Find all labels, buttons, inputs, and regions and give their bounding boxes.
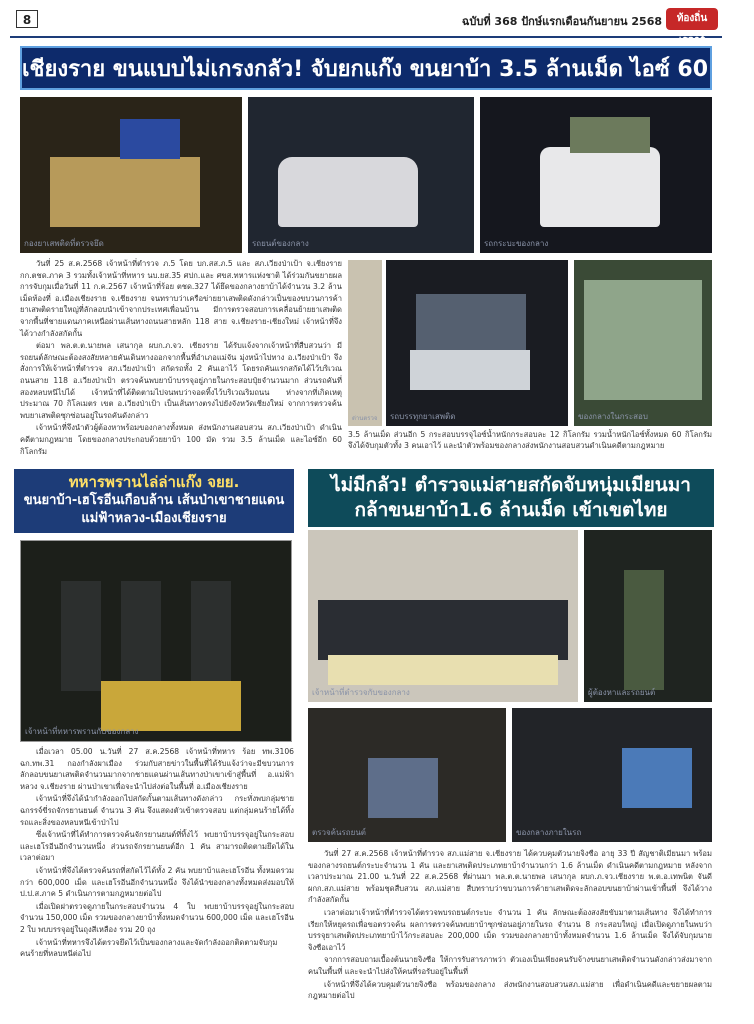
issue-label: ฉบับที่ 368 ปักษ์แรกเดือนกันยายน 2568: [461, 15, 662, 28]
story1-photo-5: รถบรรทุกยาเสพติด: [386, 260, 568, 426]
story2-photo: เจ้าหน้าที่ทหารพรานกับของกลาง: [20, 540, 292, 742]
story3-photo-2: ผู้ต้องหาและรถยนต์: [584, 530, 712, 702]
story1-photo-6: ของกลางในกระสอบ: [574, 260, 712, 426]
story3-headline: [308, 469, 714, 527]
story3-photo-4: ของกลางภายในรถ: [512, 708, 712, 842]
story2-headline-line3: แม่ฟ้าหลวง-เมืองเชียงราย: [81, 511, 227, 526]
story1-photo-4: ด่านตรวจ: [348, 260, 382, 426]
newspaper-logo: ท้องถิ่นเรดาร์: [666, 8, 718, 30]
story2-headline: [14, 469, 294, 533]
story3-headline-line2: กล้าขนยาบ้า1.6 ล้านเม็ด เข้าเขตไทย: [354, 499, 668, 521]
story2-headline-line1: ทหารพรานไล่ล่าแก๊ง จยย.: [68, 473, 240, 491]
story3-photo-3: ตรวจค้นรถยนต์: [308, 708, 506, 842]
page-number: 8: [16, 10, 38, 28]
story1-body: วันที่ 25 ส.ค.2568 เจ้าหน้าที่ตำรวจ ภ.5 โดย บก.สส.ภ.5 และ สภ.เวียงป่าเป้า จ.เชียงราย กก.ตชด.ภาค 3 รวมทั้งเจ้าหน้าที่ทหาร นบ.ยส.35 ศปก.และ ศขส.ทหารแห่งชาติ ได้ร่วมกันขยายผลการจับกุมเมื่อวันที่ 11 ก.ค.2567 เจ้าหน้าที่ร้อย ตชด.327 ได้ยึดของกลางยาบ้าได้จำนวน 3.2 ล้านเม็ดท้องที่ อ.เมืองเชียงราย จ.เชียงราย จนทราบว่าเครือข่ายยาเสพติดดังกล่าวเป็นของขบวนการค้ายาเสพติดรายใหญ่ที่ลักลอบนำเข้าจากประเทศเพื่อนบ้าน มีการตรวจสอบการเคลื่อนย้ายยาเสพติดจากพื้นที่ชายแดนภาคเหนือผ่านเส้นทางถนนสายหลัก 118 สาย จ.เชียงราย-เชียงใหม่ เจ้าหน้าที่จึงได้วางกำลังสกัดกั้น ต่อมา พล.ต.ต.นายพล เสนากุล ผบก.ภ.จว. เชียงราย ได้รับแจ้งจากเจ้าหน้าที่สืบสวนว่า มีรถยนต์ลักษณะต้องสงสัยหลายคันเดินทางออกจากพื้นที่อำเภอแม่จัน มุ่งหน้าไปทาง อ.เวียงป่าเป้า จึงสั่งการให้เจ้าหน้าที่ตำรวจ สภ.เวียงป่าเป้า สกัดรถทั้ง 2 คันเอาไว้ โดยรถคันแรกสกัดได้ไว้บริเวณถนนสาย 118 อ.เวียงป่าเป้า ตรวจค้นพบยาบ้าบรรจุอยู่ภายในกระสอบปุ๋ยจำนวนมาก ส่วนรถคันที่สองหลบหนีไปได้ เจ้าหน้าที่ได้ติดตามไปจนพบว่าจอดทิ้งไว้บริเวณริมถนน ห่างจากที่เกิดเหตุประมาณ 70 กิโลเมตร เขต อ.เวียงป่าเป้า เป็นเส้นทางตรงไปยังจังหวัดเชียงใหม่ จากการตรวจค้นพบยาเสพติดซุกซ่อนอยู่ในรถคันดังกล่าว เจ้าหน้าที่จึงนำตัวผู้ต้องหาพร้อมของกลางทั้งหมด ส่งพนักงานสอบสวน สภ.เวียงป่าเป้า ดำเนินคดีตามกฎหมาย โดยของกลางประกอบด้วยยาบ้า 100 มัด รวม 3.5 ล้านเม็ด และไอซ์อีก 60 กิโลกรัม: [20, 259, 342, 456]
story2-headline-line2: ขนยาบ้า-เฮโรอีนเกือบล้าน เส้นป่าเขาชายแดน: [23, 493, 285, 508]
story1-photo-1: กองยาเสพติดที่ตรวจยึด: [20, 97, 242, 253]
story1-photo-2: รถยนต์ของกลาง: [248, 97, 474, 253]
story1-headline: เชียงราย ขนแบบไม่เกรงกลัว! จับยกแก๊ง ขนยาบ้า 3.5 ล้านเม็ด ไอซ์ 60 กิโล: [20, 46, 712, 90]
story3-headline-line1: ไม่มีกลัว! ตำรวจแม่สายสกัดจับหนุ่มเมียนมา: [331, 474, 691, 496]
story2-body: เมื่อเวลา 05.00 น.วันที่ 27 ส.ค.2568 เจ้าหน้าที่ทหาร ร้อย ทพ.3106 ฉก.ทพ.31 กองกำลังผาเมือง ร่วมกับสายข่าวในพื้นที่ได้รับแจ้งว่าจะมีขบวนการลักลอบขนยาเสพติดจำนวนมากจากชายแดนผ่านเส้นทางป่าเขาเข้าสู่พื้นที่ อ.แม่ฟ้าหลวง จ.เชียงราย ผ่านป่าเขาเพื่อจะนำไปส่งต่อในพื้นที่ อ.เมืองเชียงราย เจ้าหน้าที่จึงได้นำกำลังออกไปสกัดกั้นตามเส้นทางดังกล่าว กระทั่งพบกลุ่มชายฉกรรจ์ขี่รถจักรยานยนต์ จำนวน 3 คัน จึงแสดงตัวเข้าตรวจสอบ แต่กลุ่มคนร้ายได้ทิ้งรถและสิ่งของหลบหนีเข้าป่าไป ซึ่งเจ้าหน้าที่ได้ทำการตรวจค้นจักรยานยนต์ที่ทิ้งไว้ พบยาบ้าบรรจุอยู่ในกระสอบ และเฮโรอีนอีกจำนวนหนึ่ง ส่วนรถจักรยานยนต์อีก 1 คัน สามารถติดตามยึดได้ในเวลาต่อมา เจ้าหน้าที่จึงได้ตรวจค้นรถที่สกัดไว้ได้ทั้ง 2 คัน พบยาบ้าและเฮโรอีน ทั้งหมดรวมกว่า 600,000 เม็ด และเฮโรอีนอีกจำนวนหนึ่ง จึงได้นำของกลางทั้งหมดส่งมอบให้ ป.ป.ส.ภาค 5 ดำเนินการตามกฎหมายต่อไป เมื่อเปิดฝาตรวจดูภายในกระสอบจำนวน 4 ใบ พบยาบ้าบรรจุอยู่ในกระสอบจำนวน 150,000 เม็ด รวมของกลางยาบ้าทั้งหมดจำนวน 600,000 เม็ด และเฮโรอีน 2 ใบ พบบรรจุอยู่ในถุงสีเหลือง รวม 20 ถุง เจ้าหน้าที่ทหารจึงได้ตรวจยึดไว้เป็นของกลางและจัดกำลังออกติดตามจับกุมคนร้ายที่หลบหนีต่อไป: [20, 747, 294, 959]
page-header: [10, 4, 722, 46]
story3-photo-1: เจ้าหน้าที่ตำรวจกับของกลาง: [308, 530, 578, 702]
story1-caption: 3.5 ล้านเม็ด ส่วนอีก 5 กระสอบบรรจุไอซ์น้ำหนักกระสอบละ 12 กิโลกรัม รวมน้ำหนักไอซ์ทั้งหมด 60 กิโลกรัม จึงได้จับกุมตัวทั้ง 3 คนเอาไว้ และนำตัวพร้อมของกลางส่งพนักงานสอบสวนดำเนินคดีตามกฎหมาย: [348, 430, 712, 450]
story1-photo-3: รถกระบะของกลาง: [480, 97, 712, 253]
story3-body: วันที่ 27 ส.ค.2568 เจ้าหน้าที่ตำรวจ สภ.แม่สาย จ.เชียงราย ได้ควบคุมตัวนายจิงซือ อายุ 33 ปี สัญชาติเมียนมา พร้อมของกลางรถยนต์กระบะจำนวน 1 คัน และยาเสพติดประเภทยาบ้าจำนวนกว่า 1.6 ล้านเม็ด ดำเนินคดีตามกฎหมาย หลังจากเวลาประมาณ 21.00 น.วันที่ 22 ส.ค.2568 ที่ผ่านมา พล.ต.ต.นายพล เสนากุล ผบก.ภ.จว.เชียงราย พ.ต.อ.เทพนิต จันดี ผกก.สภ.แม่สาย พร้อมชุดสืบสวน สภ.แม่สาย สืบทราบว่าขบวนการค้ายาเสพติดจะลักลอบขนยาบ้าผ่านเข้าพื้นที่ จึงได้วางกำลังสกัดกั้น เวลาต่อมาเจ้าหน้าที่ตำรวจได้ตรวจพบรถยนต์กระบะ จำนวน 1 คัน ลักษณะต้องสงสัยขับมาตามเส้นทาง จึงได้ทำการเรียกให้หยุดรถเพื่อขอตรวจค้น ผลการตรวจค้นพบยาบ้าซุกซ่อนอยู่ภายในรถ จำนวน 8 กระสอบใหญ่ เมื่อเปิดดูภายในพบว่าบรรจุยาเสพติดประเภทยาบ้าไว้กระสอบละ 200,000 เม็ด รวมของกลางยาบ้าทั้งหมดจำนวน 1.6 ล้านเม็ด จึงได้จับกุมนายจิงซือเอาไว้ จากการสอบถามเบื้องต้นนายจิงซือ ให้การรับสารภาพว่า ตัวเองเป็นเพียงคนรับจ้างขนยาเสพติดจำนวนดังกล่าวส่งมาจากคนในพื้นที่ และจะนำไปส่งให้คนที่รอรับอยู่ในพื้นที่ เจ้าหน้าที่จึงได้ควบคุมตัวนายจิงซือ พร้อมของกลาง ส่งพนักงานสอบสวนสภ.แม่สาย เพื่อดำเนินคดีและขยายผลตามกฎหมายต่อไป: [308, 849, 712, 1001]
